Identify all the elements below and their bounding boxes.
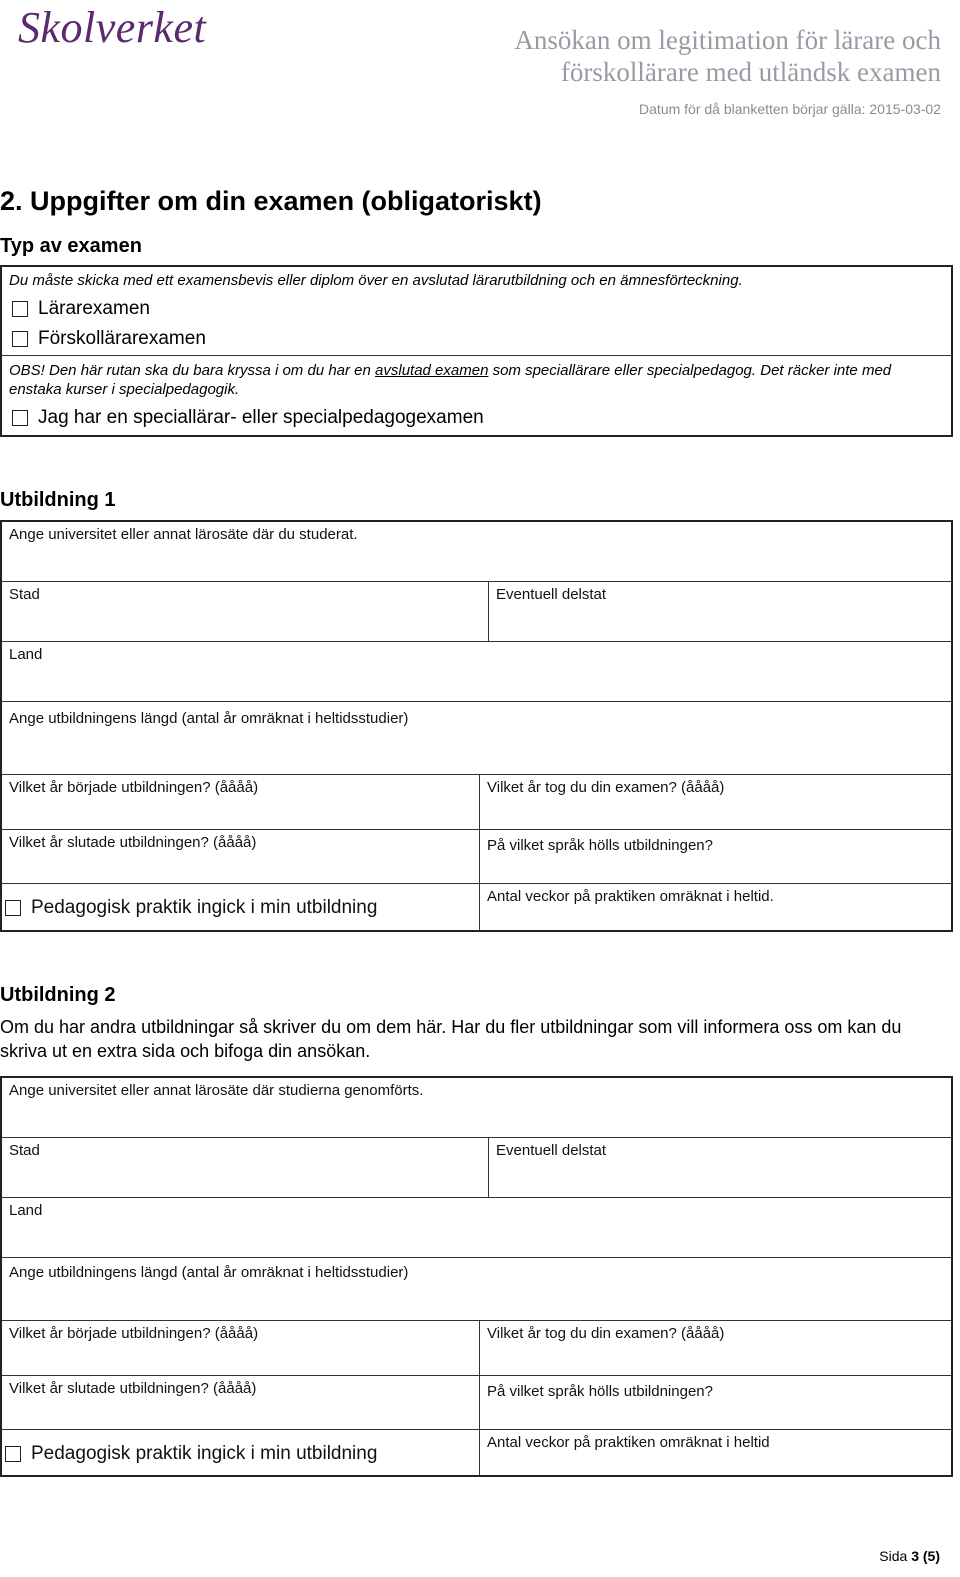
edu2-heading: Utbildning 2 [0, 984, 116, 1006]
section-title: 2. Uppgifter om din examen (obligatoriskt) [0, 186, 542, 216]
option-specialpedagog-label: Jag har en speciallärar- eller specialpedagogexamen [38, 407, 484, 428]
edu1-practice-label: Pedagogisk praktik ingick i min utbildning [31, 897, 378, 918]
edu2-practice-option[interactable] [5, 1443, 377, 1465]
checkbox-lararexamen[interactable] [12, 301, 28, 317]
edu2-country-field[interactable] [2, 1197, 951, 1257]
skolverket-logo: Skolverket [18, 3, 207, 52]
checkbox-specialpedagog[interactable] [12, 410, 28, 426]
edu2-state-field[interactable] [488, 1137, 951, 1197]
edu1-state-field[interactable] [488, 581, 951, 641]
edu1-end-year-field[interactable] [2, 829, 479, 883]
page-label: Sida [879, 1548, 908, 1564]
edu1-practice-option[interactable] [5, 897, 377, 919]
edu1-start-year-field[interactable] [2, 774, 479, 829]
form-title-line1: Ansökan om legitimation för lärare och [514, 25, 941, 55]
obs-note-text: OBS! Den här rutan ska du bara kryssa i om du har en [9, 362, 376, 379]
edu2-length-label: Ange utbildningens längd (antal år omräknat i heltidsstudier) [9, 1264, 409, 1281]
edu2-weeks-label: Antal veckor på praktiken omräknat i heltid [487, 1434, 770, 1451]
edu2-university-field[interactable] [2, 1078, 951, 1137]
edu1-weeks-field[interactable] [479, 883, 951, 930]
edu2-practice-cell [2, 1429, 479, 1475]
edu2-university-label: Ange universitet eller annat lärosäte där studierna genomförts. [9, 1082, 424, 1099]
form-title [421, 24, 941, 88]
form-title-line2: förskollärare med utländsk examen [560, 57, 941, 87]
edu2-city-field[interactable] [2, 1137, 488, 1197]
page-current: 3 [911, 1548, 919, 1564]
option-lararexamen[interactable] [12, 298, 150, 320]
edu2-country-label: Land [9, 1202, 43, 1219]
edu1-heading: Utbildning 1 [0, 489, 116, 511]
edu2-intro: Om du har andra utbildningar så skriver du om dem här. Har du fler utbildningar som vill informera oss om kan du skriva ut en extra sida och bifoga din ansökan. [0, 1017, 902, 1061]
edu2-language-field[interactable] [479, 1375, 951, 1429]
obs-note-text-end: som speciallärare eller specialpedagog. Det räcker inte med enstaka kurser i specialpedagogik. [9, 362, 892, 398]
edu1-exam-year-field[interactable] [479, 774, 951, 829]
edu1-practice-checkbox[interactable] [5, 900, 21, 916]
edu2-city-label: Stad [9, 1142, 40, 1159]
edu2-start-year-field[interactable] [2, 1320, 479, 1375]
form-valid-date: Datum för då blanketten börjar gälla: 2015-03-02 [639, 101, 941, 117]
edu1-length-field[interactable] [2, 701, 951, 774]
edu1-state-label: Eventuell delstat [496, 586, 607, 603]
edu2-exam-year-field[interactable] [479, 1320, 951, 1375]
edu1-city-field[interactable] [2, 581, 488, 641]
obs-note [9, 361, 947, 399]
page-number [879, 1548, 940, 1564]
edu1-practice-cell [2, 883, 479, 930]
edu1-university-label: Ange universitet eller annat lärosäte där du studerat. [9, 526, 358, 543]
edu1-exam-year-label: Vilket år tog du din examen? (åååå) [487, 779, 725, 796]
edu1-university-field[interactable] [2, 522, 951, 581]
checkbox-forskollararexamen[interactable] [12, 331, 28, 347]
edu1-language-label: På vilket språk hölls utbildningen? [487, 837, 713, 854]
divider [2, 355, 951, 356]
option-specialpedagog[interactable] [12, 407, 484, 429]
option-lararexamen-label: Lärarexamen [38, 298, 150, 319]
edu2-end-year-label: Vilket år slutade utbildningen? (åååå) [9, 1380, 257, 1397]
edu2-practice-label: Pedagogisk praktik ingick i min utbildning [31, 1443, 378, 1464]
obs-note-underlined: avslutad examen [375, 362, 489, 379]
option-forskollararexamen[interactable] [12, 328, 206, 350]
edu2-exam-year-label: Vilket år tog du din examen? (åååå) [487, 1325, 725, 1342]
edu1-country-label: Land [9, 646, 43, 663]
edu2-practice-checkbox[interactable] [5, 1446, 21, 1462]
exam-type-heading: Typ av examen [0, 235, 142, 257]
edu1-weeks-label: Antal veckor på praktiken omräknat i heltid. [487, 888, 774, 905]
edu2-length-field[interactable] [2, 1257, 951, 1320]
edu2-state-label: Eventuell delstat [496, 1142, 607, 1159]
page-total: (5) [922, 1548, 940, 1564]
edu2-language-label: På vilket språk hölls utbildningen? [487, 1383, 713, 1400]
option-forskollararexamen-label: Förskollärarexamen [38, 328, 206, 349]
edu1-end-year-label: Vilket år slutade utbildningen? (åååå) [9, 834, 257, 851]
edu2-form [0, 1076, 953, 1477]
edu1-length-label: Ange utbildningens längd (antal år omräknat i heltidsstudier) [9, 710, 409, 727]
edu1-country-field[interactable] [2, 641, 951, 701]
edu1-form [0, 520, 953, 932]
edu2-end-year-field[interactable] [2, 1375, 479, 1429]
edu1-city-label: Stad [9, 586, 40, 603]
exam-type-instruction: Du måste skicka med ett examensbevis eller diplom över en avslutad lärarutbildning och en ämnesförteckning. [9, 272, 743, 289]
edu1-start-year-label: Vilket år började utbildningen? (åååå) [9, 779, 259, 796]
edu2-start-year-label: Vilket år började utbildningen? (åååå) [9, 1325, 259, 1342]
edu1-language-field[interactable] [479, 829, 951, 883]
edu2-weeks-field[interactable] [479, 1429, 951, 1475]
exam-type-box [0, 265, 953, 437]
